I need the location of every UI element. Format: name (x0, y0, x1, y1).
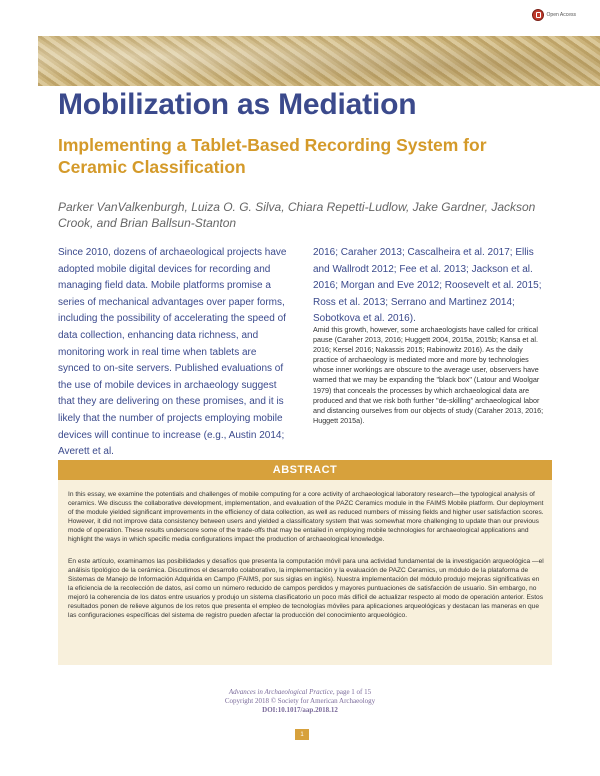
abstract-heading-bar (58, 460, 552, 480)
doi-line (0, 706, 600, 715)
body-paragraph-small: Amid this growth, however, some archaeologists have called for critical pause (Caraher 2013, 2016; Huggett 2004, 2015a, 2015b; Kansa et al. 2016; Kersel 2016; Nakassis 2015; Rabinowitz 2016). As the daily practice of archaeology is mediated more and more by technologies whose inner workings are obscure to the average user, observers have warned that we may be expanding the "black box" (Latour and Woolgar 1979) that conceals the processes by which archaeological data are produced and that we risk both further "de-skilling" archaeological labor and distancing ourselves from our objects of study (Caraher 2013, 2016; Huggett 2015a). (313, 325, 544, 425)
abstract-spanish: En este artículo, examinamos las posibilidades y desafíos que presenta la computación móvil para una actividad fundamental de la investigación arqueológica —el análisis tipológico de la cerámica. Discutimos el desarrollo colaborativo, la implementación y la evaluación de PAZC Ceramics, un módulo de la plataforma de Sistemas de Manejo de Información Adquirida en Campo (FAIMS, por sus siglas en inglés). Nuestra implementación del módulo produjo mejoras significativas en la eficiencia de la recolección de datos, así como un número reducido de campos perdidos y mayores puntuaciones de satisfacción de usuario. Sin embargo, no mejoró la coherencia de los datos entre usuarios y produjo un sistema clasificatorio un poco más difícil de actualizar respecto al modo de operación anterior. Estos resultados ponen de relieve algunos de los retos que presenta el empleo de tecnologías móviles para aplicaciones arqueológicas y destacan las maneras en que las configuraciones específicas del sistema de registro pueden afectar la producción del conocimiento arqueológico. (68, 558, 544, 619)
doi-prefix: DOI: (262, 706, 278, 714)
intro-paragraph-right: 2016; Caraher 2013; Cascalheira et al. 2017; Ellis and Wallrodt 2012; Fee et al. 2013; Jackson et al. 2016; Morgan and Eve 2012; Roosevelt et al. 2015; Ross et al. 2013; Serrano and Martinez 2014; Sobotkova et al. 2016). (313, 247, 542, 325)
copyright: Copyright 2018 © Society for American Archaeology (224, 697, 376, 705)
author-list: Parker VanValkenburgh, Luiza O. G. Silva, Chiara Repetti-Ludlow, Jake Gardner, Jackson Crook, and Brian Ballsun-Stanton (58, 200, 536, 230)
abstract-english: In this essay, we examine the potentials and challenges of mobile computing for a core activity of archaeological laboratory research—the typological analysis of ceramics. We discuss the collaborative development, implementation, and evaluation of the PAZC Ceramics module in the FAIMS Mobile platform. Our deployment of the module yielded significant improvements in the efficiency of data collection, as well as reduced numbers of missing fields and higher user satisfaction scores. However, it did not improve data consistency between users and yielded a classificatory system that was somewhat more challenging to update than our previous mode of operation. These results underscore some of the trade-offs that may be entailed in employing mobile technologies for archaeological applications and highlight the ways in which specific media configurations impact the production of archaeological knowledge. (68, 491, 544, 543)
page-info: , page 1 of 15 (332, 688, 372, 696)
page-footer (0, 688, 600, 715)
article-subtitle: Implementing a Tablet-Based Recording System for Ceramic Classification (58, 135, 487, 177)
open-access-badge (532, 9, 576, 21)
decorative-banner (38, 36, 600, 86)
page-number: 1 (295, 729, 309, 740)
intro-paragraph-left: Since 2010, dozens of archaeological projects have adopted mobile digital devices for recording and managing field data. Mobile platforms promise a series of mechanical advantages over paper forms, including the possibility of accelerating the speed of data collection, enhancing data richness, and monitoring work in real time when tablets are synced to on-site servers. Published evaluations of the use of mobile devices in archaeology suggest that they are delivering on these promises, and it is likely that the number of projects employing mobile devices will continue to increase (e.g., Austin 2014; Averett et al. (58, 247, 287, 458)
article-title: Mobilization as Mediation (58, 88, 417, 121)
journal-name: Advances in Archaeological Practice (228, 688, 333, 696)
abstract-box (58, 460, 552, 665)
footer-journal-line (0, 688, 600, 697)
doi-link[interactable]: 10.1017/aap.2018.12 (277, 706, 338, 714)
open-access-label: Open Access (546, 12, 576, 18)
open-access-lock-icon (532, 9, 544, 21)
abstract-heading: ABSTRACT (272, 464, 338, 476)
